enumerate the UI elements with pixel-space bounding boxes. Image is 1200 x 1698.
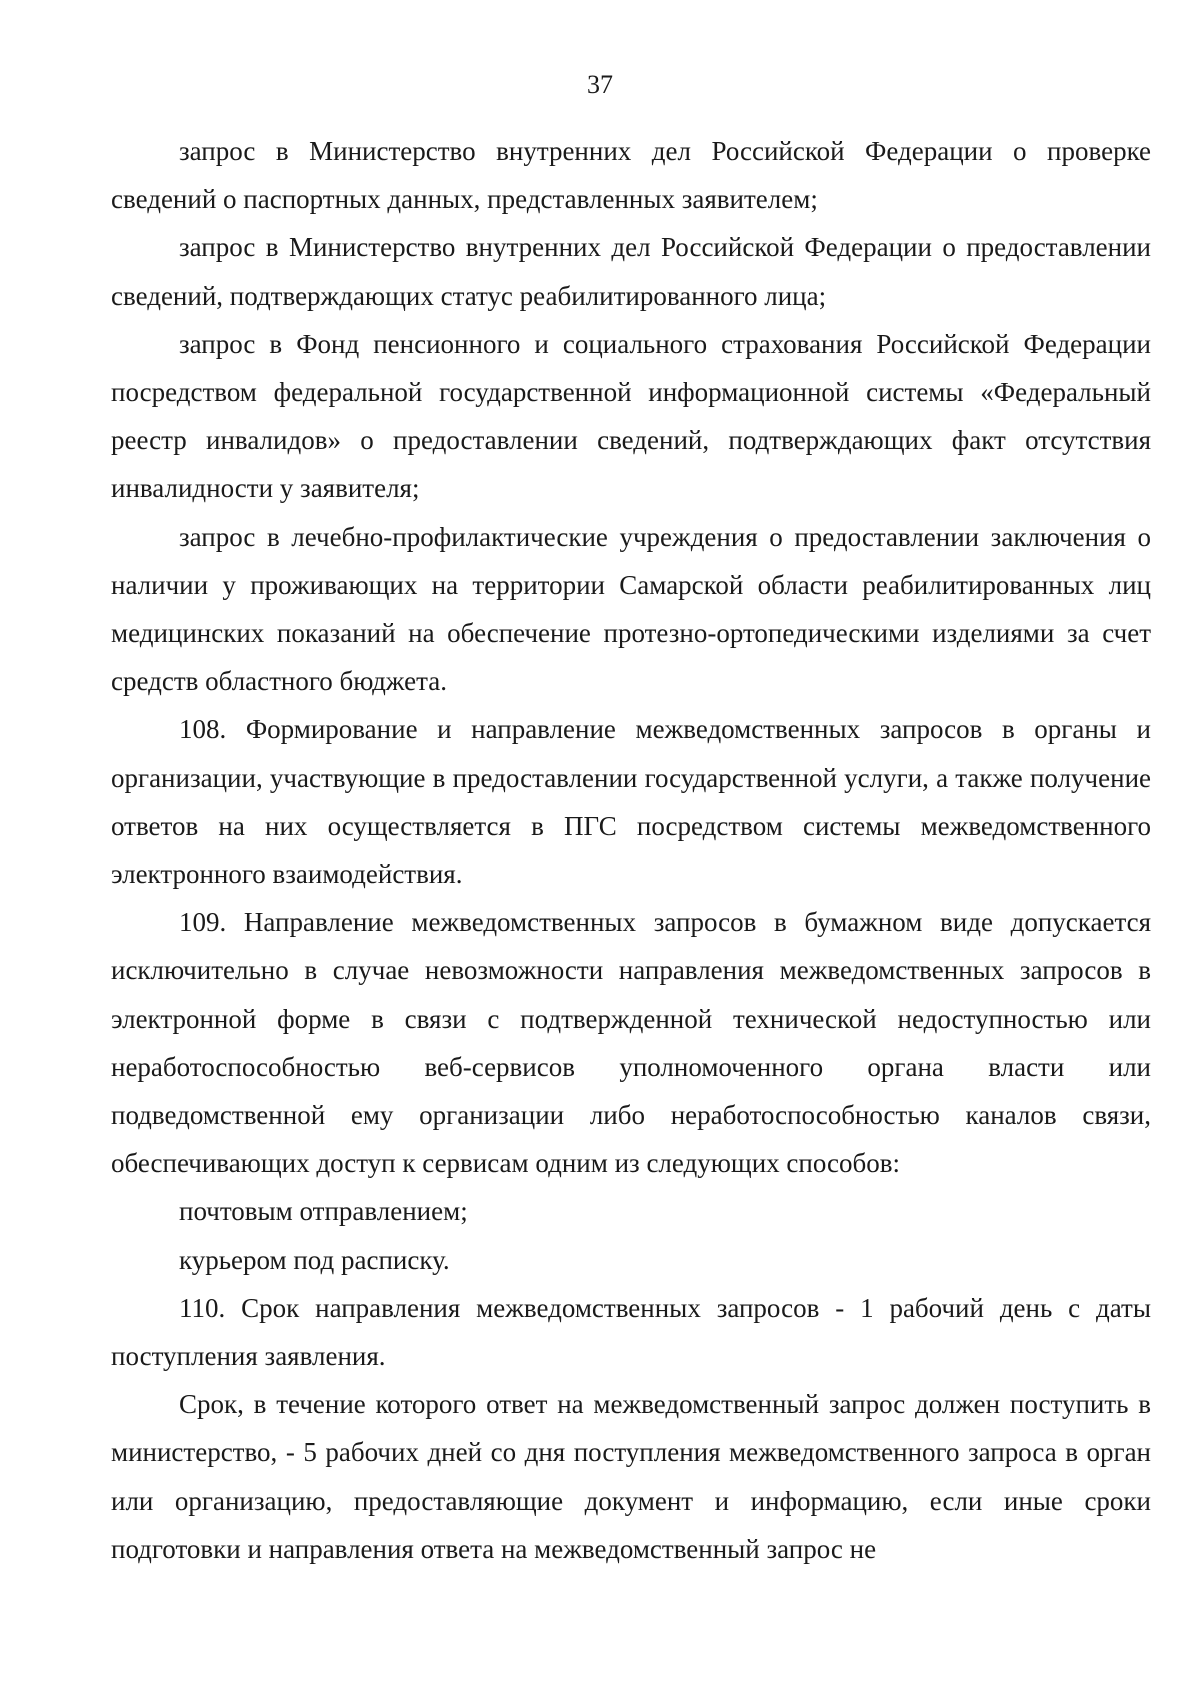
paragraph-request-medical-institutions: запрос в лечебно-профилактические учреждения о предоставлении заключения о наличии у проживающих на территории Самарской области реабилитированных лиц медицинских показаний на обеспечение протезно-ортопедическими изделиями за счет средств областного бюджета. — [111, 521, 1151, 697]
paragraph-response-deadline: Срок, в течение которого ответ на межведомственный запрос должен поступить в министерство, - 5 рабочих дней со дня поступления межведомственного запроса в орган или организацию, предоставляющие документ и информацию, если иные сроки подготовки и направления ответа на межведомственный запрос не — [111, 1389, 1151, 1564]
paragraph-108: 108. Формирование и направление межведомственных запросов в органы и организации, участвующие в предоставлении государственной услуги, а также получение ответов на них осуществляется в ПГС посредством системы межведомственного электронного взаимодействия. — [111, 714, 1151, 890]
paragraph-request-rehabilitated-status: запрос в Министерство внутренних дел Российской Федерации о предоставлении сведений, подтверждающих статус реабилитированного лица; — [111, 232, 1151, 311]
paragraph-request-pension-fund: запрос в Фонд пенсионного и социального страхования Российской Федерации посредством федеральной государственной информационной системы «Федеральный реестр инвалидов» о предоставлении сведений, подтверждающих факт отсутствия инвалидности у заявителя; — [111, 328, 1151, 504]
paragraph-request-passport: запрос в Министерство внутренних дел Российской Федерации о проверке сведений о паспортных данных, представленных заявителем; — [111, 136, 1151, 215]
paragraph-109: 109. Направление межведомственных запросов в бумажном виде допускается исключительно в случае невозможности направления межведомственных запросов в электронной форме в связи с подтвержденной технической недоступностью или неработоспособностью веб-сервисов уполномоченного органа власти или подведомственной ему организации либо неработоспособностью каналов связи, обеспечивающих доступ к сервисам одним из следующих способов: — [111, 907, 1151, 1179]
document-body — [111, 127, 1151, 1573]
paragraph-110: 110. Срок направления межведомственных запросов - 1 рабочий день с даты поступления заявления. — [111, 1292, 1151, 1372]
paragraph-courier: курьером под расписку. — [179, 1244, 450, 1275]
page-number: 37 — [587, 70, 613, 99]
paragraph-postal: почтовым отправлением; — [179, 1196, 468, 1227]
